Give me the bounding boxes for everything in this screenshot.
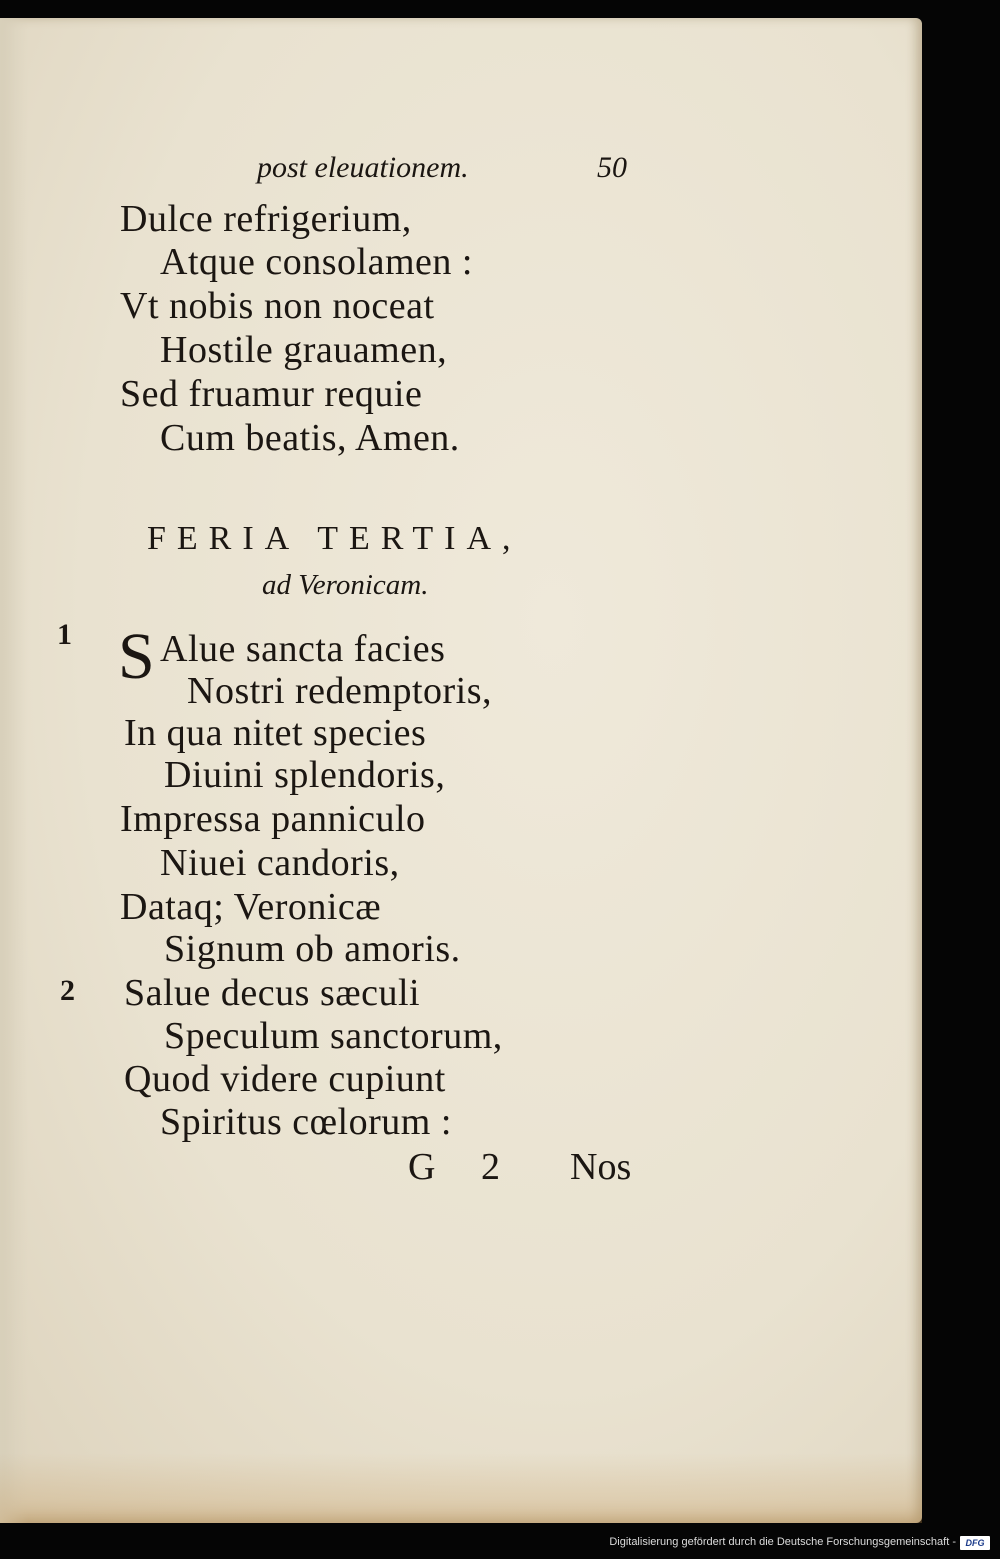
verse-line: Diuini splendoris, xyxy=(164,754,446,796)
folio-number: 50 xyxy=(597,151,627,184)
verse-line: Dulce refrigerium, xyxy=(120,198,412,240)
verse-line: Speculum sanctorum, xyxy=(164,1015,503,1057)
stanza-number: 2 xyxy=(60,974,75,1007)
section-subheading: ad Veronicam. xyxy=(262,569,429,601)
book-page xyxy=(0,18,922,1523)
verse-line: In qua nitet species xyxy=(124,712,427,754)
verse-line: Signum ob amoris. xyxy=(164,928,461,970)
verse-line: Spiritus cœlorum : xyxy=(160,1101,452,1143)
verse-line: Salue decus sæculi xyxy=(124,972,421,1014)
digitization-credit: Digitalisierung gefördert durch die Deutsche Forschungsgemeinschaft - xyxy=(609,1536,956,1548)
verse-line: Hostile grauamen, xyxy=(160,329,448,371)
dfg-logo-text: DFG xyxy=(965,1538,985,1548)
verse-line: Dataq; Veronicæ xyxy=(120,886,382,928)
verse-line: Quod videre cupiunt xyxy=(124,1058,446,1100)
drop-cap: S xyxy=(118,620,155,693)
running-head: post eleuationem. xyxy=(257,151,469,184)
verse-line: Sed fruamur requie xyxy=(120,373,423,415)
verse-line: Nostri redemptoris, xyxy=(187,670,493,712)
stanza-number: 1 xyxy=(57,618,72,651)
section-heading: FERIA TERTIA, xyxy=(147,520,522,557)
signature-mark: G 2 xyxy=(408,1146,518,1188)
verse-line: Impressa panniculo xyxy=(120,798,426,840)
verse-line: Alue sancta facies xyxy=(160,628,446,670)
water-stain xyxy=(0,1453,922,1523)
verse-line: Atque consolamen : xyxy=(160,241,473,283)
verse-line: Vt nobis non noceat xyxy=(120,285,435,327)
catchword: Nos xyxy=(570,1146,632,1188)
verse-line: Niuei candoris, xyxy=(160,842,400,884)
dfg-logo xyxy=(960,1536,990,1550)
verse-line: Cum beatis, Amen. xyxy=(160,417,460,459)
